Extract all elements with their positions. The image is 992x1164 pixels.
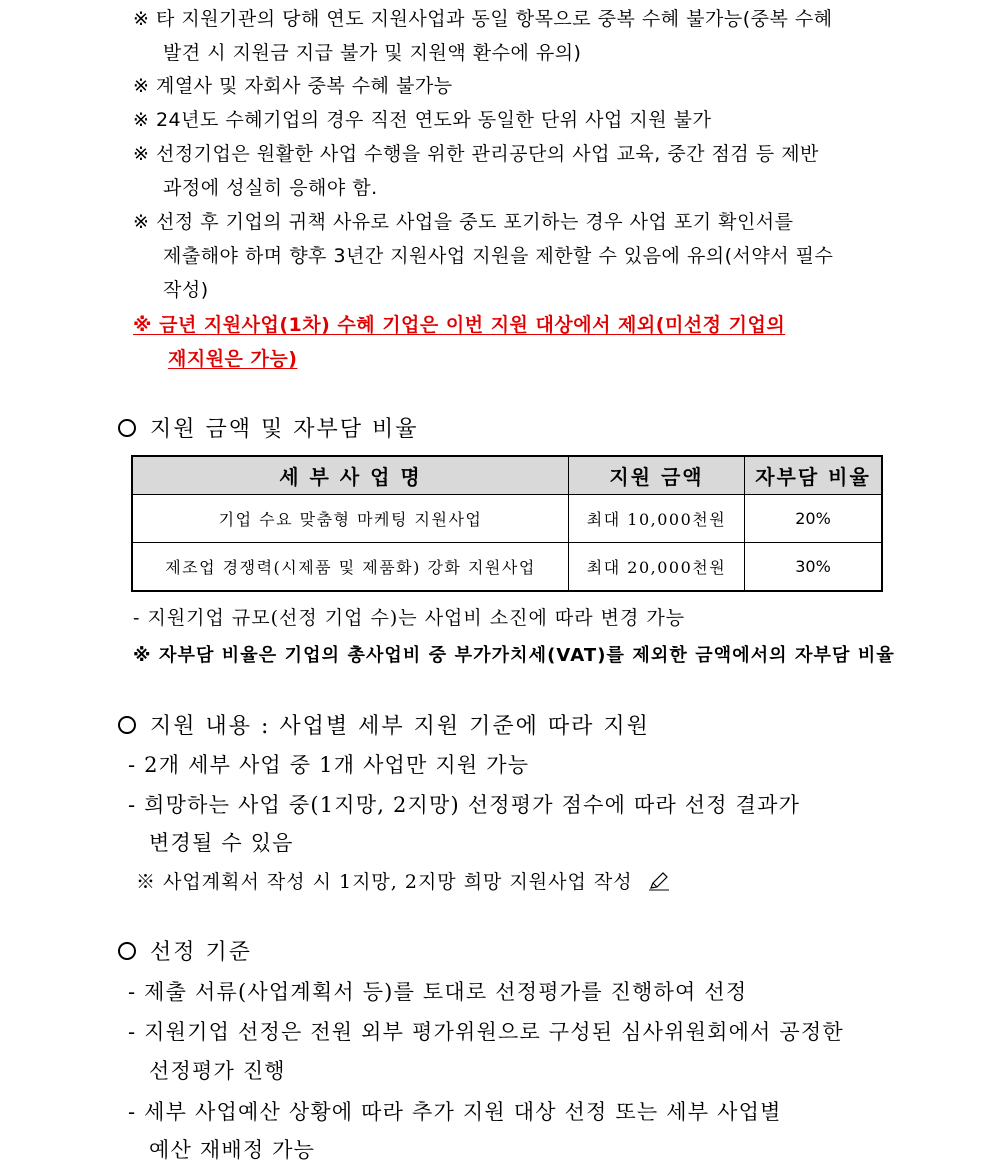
- criteria-bullet-budget: - 세부 사업예산 상황에 따라 추가 지원 대상 선정 또는 세부 사업별: [128, 1100, 782, 1124]
- content-note-plan: ※ 사업계획서 작성 시 1지망, 2지망 희망 지원사업 작성: [136, 867, 670, 894]
- circle-bullet-icon: [118, 419, 136, 437]
- note-withdrawal-cont2: 작성): [163, 279, 209, 301]
- criteria-bullet-committee-cont: 선정평가 진행: [149, 1059, 286, 1083]
- note-24-recipients: ※ 24년도 수혜기업의 경우 직전 연도와 동일한 단위 사업 지원 불가: [133, 109, 712, 131]
- content-bullet-preference: - 희망하는 사업 중(1지망, 2지망) 선정평가 점수에 따라 선정 결과가: [128, 793, 801, 817]
- note-withdrawal-cont: 제출해야 하며 향후 3년간 지원사업 지원을 제한할 수 있음에 유의(서약서 필수: [163, 245, 834, 267]
- note-selected-duties: ※ 선정기업은 원활한 사업 수행을 위한 관리공단의 사업 교육, 중간 점검 등 제반: [133, 143, 819, 165]
- criteria-bullet-documents: - 제출 서류(사업계획서 등)를 토대로 선정평가를 진행하여 선정: [128, 980, 748, 1004]
- vat-note: ※ 자부담 비율은 기업의 총사업비 중 부가가치세(VAT)를 제외한 금액에서의 자부담 비율: [133, 645, 895, 666]
- pencil-icon: [648, 871, 670, 891]
- red-note-exclusion-cont: 재지원은 가능): [168, 348, 298, 370]
- table-header-amount: 지원 금액: [569, 456, 745, 495]
- red-note-exclusion: ※ 금년 지원사업(1차) 수혜 기업은 이번 지원 대상에서 제외(미선정 기업의: [133, 314, 786, 336]
- support-amount-table: [131, 455, 883, 592]
- section-heading-content: 지원 내용 : 사업별 세부 지원 기준에 따라 지원: [118, 709, 650, 740]
- section-heading-criteria: 선정 기준: [118, 935, 252, 966]
- table-cell-project: 제조업 경쟁력(시제품 및 제품화) 강화 지원사업: [132, 543, 569, 592]
- criteria-bullet-committee: - 지원기업 선정은 전원 외부 평가위원으로 구성된 심사위원회에서 공정한: [128, 1020, 844, 1044]
- content-bullet-preference-cont: 변경될 수 있음: [149, 831, 294, 855]
- note-duplicate-benefit: ※ 타 지원기관의 당해 연도 지원사업과 동일 항목으로 중복 수혜 불가능(중복 수혜: [133, 8, 833, 30]
- table-cell-project: 기업 수요 맞춤형 마케팅 지원사업: [132, 495, 569, 543]
- circle-bullet-icon: [118, 942, 136, 960]
- section-heading-amount: 지원 금액 및 자부담 비율: [118, 412, 419, 443]
- amount-bullet-scale: - 지원기업 규모(선정 기업 수)는 사업비 소진에 따라 변경 가능: [133, 607, 686, 629]
- note-withdrawal: ※ 선정 후 기업의 귀책 사유로 사업을 중도 포기하는 경우 사업 포기 확인서를: [133, 211, 794, 233]
- note-selected-duties-cont: 과정에 성실히 응해야 함.: [163, 177, 378, 199]
- table-header-ratio: 자부담 비율: [745, 456, 883, 495]
- note-duplicate-benefit-cont: 발견 시 지원금 지급 불가 및 지원액 환수에 유의): [163, 42, 582, 64]
- content-bullet-one-project: - 2개 세부 사업 중 1개 사업만 지원 가능: [128, 753, 530, 777]
- table-row: [132, 495, 882, 543]
- table-row: [132, 543, 882, 592]
- table-cell-amount: 최대 20,000천원: [569, 543, 745, 592]
- circle-bullet-icon: [118, 716, 136, 734]
- table-header-project: 세 부 사 업 명: [132, 456, 569, 495]
- criteria-bullet-budget-cont: 예산 재배정 가능: [149, 1138, 316, 1162]
- note-affiliates: ※ 계열사 및 자회사 중복 수혜 불가능: [133, 75, 453, 97]
- table-cell-amount: 최대 10,000천원: [569, 495, 745, 543]
- table-cell-ratio: 20%: [745, 495, 883, 543]
- table-cell-ratio: 30%: [745, 543, 883, 592]
